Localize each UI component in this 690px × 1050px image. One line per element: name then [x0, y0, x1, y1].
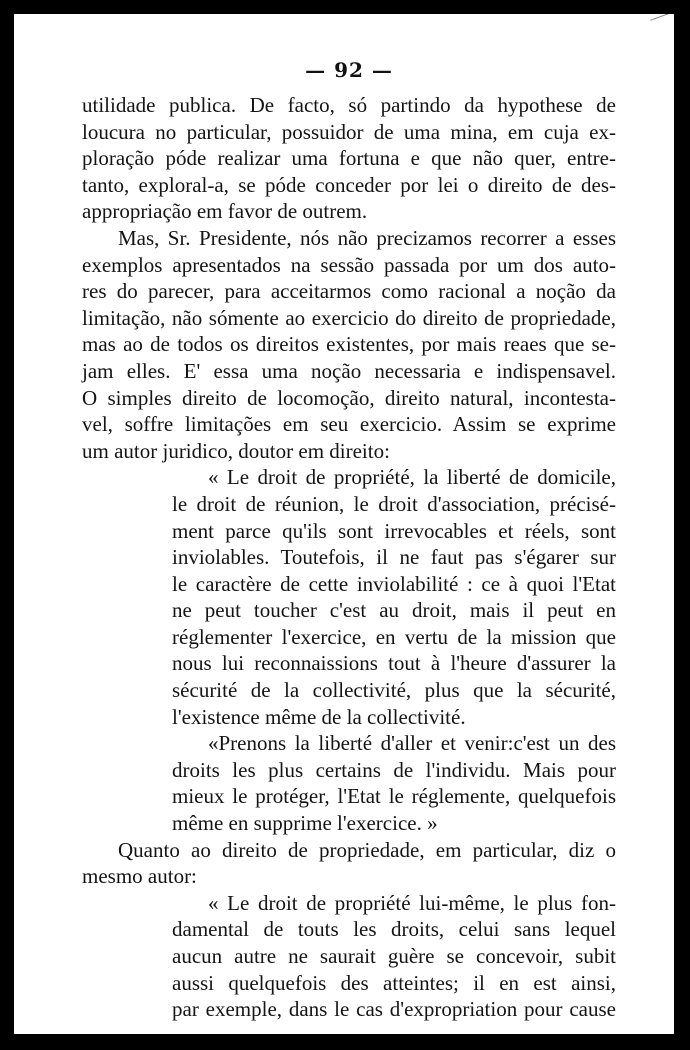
text-line: mesmo autor: — [82, 864, 197, 889]
text-line: jam elles. E' essa uma noção necessaria e indispensavel. — [82, 358, 616, 383]
quote-line: damental de touts les droits, celui sans lequel — [172, 917, 616, 942]
quote-line: « Le droit de propriété lui-même, le plus fon- — [208, 890, 616, 915]
quote-line: mieux le protéger, l'Etat le réglemente, quelquefois — [172, 784, 616, 809]
text-line: ploração póde realizar uma fortuna e que não quer, entre- — [82, 146, 616, 171]
text-line: utilidade publica. De facto, só partindo da hypothese de — [82, 93, 616, 117]
quote-line: même en supprime l'exercice. » — [172, 811, 438, 836]
block-quote-2 — [82, 730, 616, 836]
quote-line: le caractère de cette inviolabilité : ce à quoi l'Etat — [172, 571, 616, 596]
quote-line: inviolables. Toutefois, il ne faut pas s'égarer sur — [172, 545, 616, 570]
quote-line: «Prenons la liberté d'aller et venir:c'est un des — [208, 731, 616, 756]
document-page — [14, 14, 674, 1034]
text-line: Quanto ao direito de propriedade, em particular, diz o — [118, 837, 616, 862]
text-line: tanto, exploral-a, se póde conceder por lei o direito de des- — [82, 172, 616, 197]
quote-line: le droit de réunion, le droit d'association, précisé- — [172, 491, 616, 516]
quote-line: par exemple, dans le cas d'expropriation pour cause — [172, 997, 616, 1022]
quote-line: aussi quelquefois des atteintes; il en est ainsi, — [172, 970, 616, 995]
text-line: vel, soffre limitações em seu exercicio. Assim se exprime — [82, 412, 616, 437]
quote-line: droits les plus certains de l'individu. Mais pour — [172, 757, 616, 782]
quote-line: réglementer l'exercice, en vertu de la mission que — [172, 624, 616, 649]
page-number: — 92 — — [305, 58, 393, 82]
text-line: res do parecer, para acceitarmos como racional a noção da — [82, 279, 616, 304]
text-line: exemplos apresentados na sessão passada por um dos auto- — [82, 252, 616, 277]
quote-line: ment parce qu'ils sont irrevocables et réels, sont — [172, 518, 616, 543]
paragraph-3 — [82, 837, 616, 890]
quote-line: aucun autre ne saurait guère se concevoir, subit — [172, 944, 616, 968]
text-line: mas ao de todos os direitos existentes, por mais reaes que se- — [82, 332, 616, 357]
paragraph-2 — [82, 225, 616, 464]
quote-line: nous lui reconnaissions tout à l'heure d'assurer la — [172, 651, 616, 676]
quote-line: « Le droit de propriété, la liberté de domicile, — [208, 465, 616, 490]
quote-line: l'existence même de la collectivité. — [172, 704, 466, 729]
block-quote-1 — [82, 464, 616, 730]
text-line: appropriação em favor de outrem. — [82, 199, 368, 224]
paragraph-1 — [82, 92, 616, 225]
text-line: loucura no particular, possuidor de uma mina, em cuja ex- — [82, 119, 616, 144]
block-quote-3 — [82, 890, 616, 1023]
quote-line: sécurité de la collectivité, plus que la sécurité, — [172, 678, 616, 703]
scan-mark — [650, 14, 672, 23]
text-line: Mas, Sr. Presidente, nós não precizamos recorrer a esses — [118, 225, 616, 250]
body-text — [82, 92, 616, 1023]
text-line: um autor juridico, doutor em direito: — [82, 438, 390, 463]
text-line: O simples direito de locomoção, direito natural, incontesta- — [82, 385, 616, 410]
text-line: limitação, não sómente ao exercicio do direito de propriedade, — [82, 305, 616, 330]
quote-line: ne peut toucher c'est au droit, mais il peut en — [172, 598, 616, 623]
